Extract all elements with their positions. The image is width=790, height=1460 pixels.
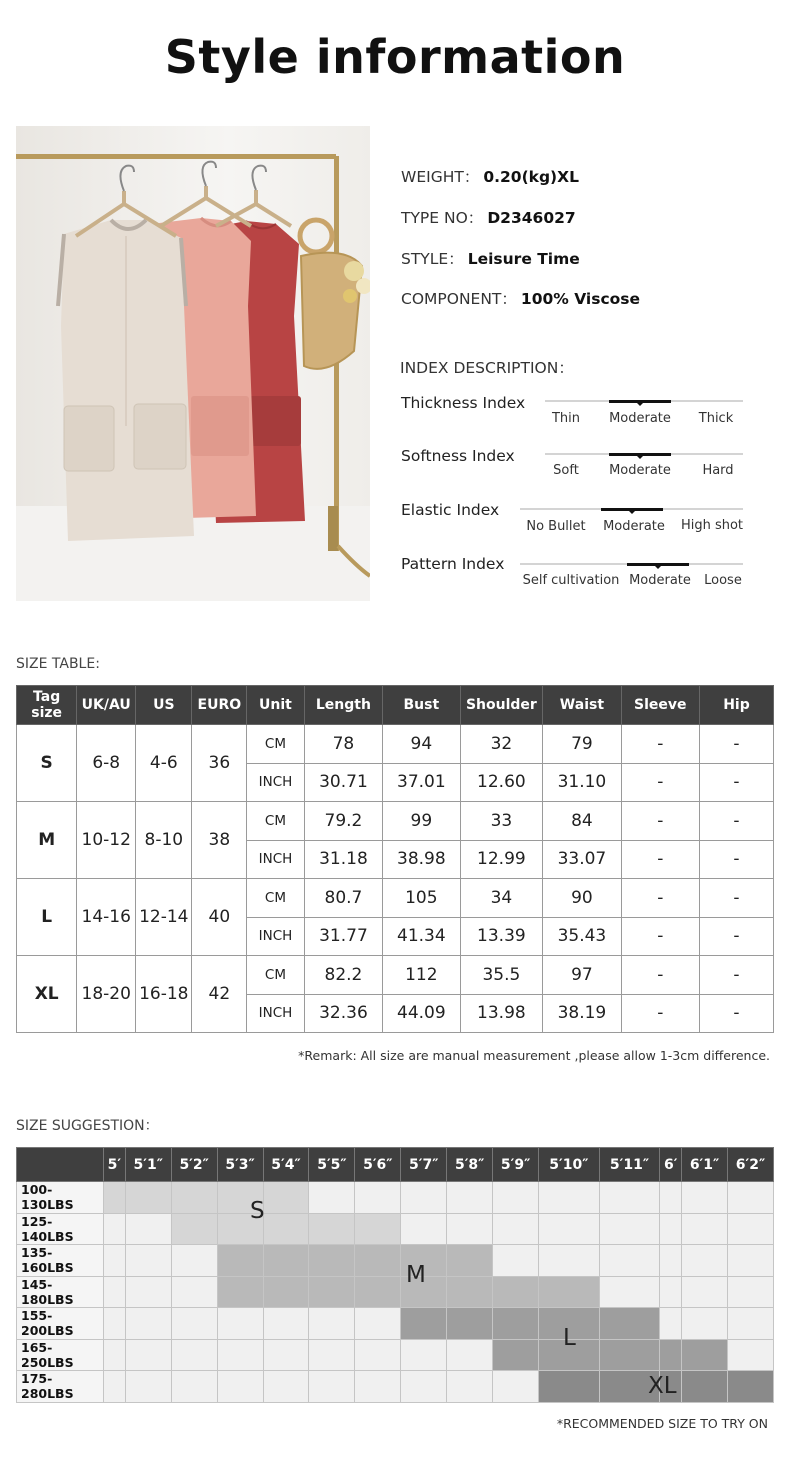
size-tag: L [17,879,77,956]
size-cell-m [355,1276,401,1308]
size-cell-s [104,1182,126,1214]
sleeve-cell: - [621,725,699,764]
size-cell-l [493,1308,539,1340]
hip-cell: - [700,994,774,1033]
waist-cell: 97 [543,956,621,995]
empty-cell [493,1371,539,1403]
zone-label-m: M [406,1262,426,1288]
empty-cell [660,1182,682,1214]
empty-cell [125,1245,171,1277]
header-cell: Waist [543,686,621,725]
euro-size: 36 [192,725,247,802]
bust-cell: 112 [383,956,460,995]
weight-label: 100-130LBS [17,1182,104,1214]
pattern-index-label: Pattern Index [401,555,505,573]
sleeve-cell: - [621,917,699,956]
unit-cell: INCH [247,994,304,1033]
header-cell: Bust [383,686,460,725]
empty-cell [171,1339,217,1371]
empty-cell [309,1308,355,1340]
weight-label: 165-250LBS [17,1339,104,1371]
thickness-option: Thin [551,411,581,426]
empty-cell [493,1182,539,1214]
empty-cell [447,1339,493,1371]
us-size: 16-18 [136,956,192,1033]
unit-cell: CM [247,725,304,764]
waist-cell: 79 [543,725,621,764]
height-header-cell: 5′8″ [447,1148,493,1182]
shoulder-cell: 12.60 [460,763,543,802]
style-info: STYLE： Leisure Time [401,250,580,268]
size-cell-m [309,1245,355,1277]
empty-cell [355,1308,401,1340]
empty-cell [728,1276,774,1308]
shoulder-cell: 32 [460,725,543,764]
zone-label-s: S [250,1198,265,1224]
empty-cell [660,1308,682,1340]
weight-row [17,1339,774,1371]
empty-cell [355,1182,401,1214]
size-cell-m [309,1276,355,1308]
empty-cell [599,1245,660,1277]
header-cell: Tag size [17,686,77,725]
empty-cell [217,1371,263,1403]
empty-cell [104,1308,126,1340]
height-header-cell: 6′ [660,1148,682,1182]
softness-marker [609,453,671,456]
hip-cell: - [700,917,774,956]
size-cell-s [263,1213,309,1245]
shoulder-cell: 33 [460,802,543,841]
length-cell: 78 [304,725,382,764]
empty-cell [104,1371,126,1403]
rack-bar [16,154,336,159]
weight-label: 175-280LBS [17,1371,104,1403]
elastic-option: Moderate [603,519,665,534]
empty-cell [355,1371,401,1403]
waist-cell: 31.10 [543,763,621,802]
length-cell: 79.2 [304,802,382,841]
empty-cell [493,1213,539,1245]
empty-cell [447,1182,493,1214]
softness-option: Hard [702,463,734,478]
empty-cell [682,1245,728,1277]
empty-cell [728,1213,774,1245]
unit-cell: INCH [247,763,304,802]
elastic-option: No Bullet [526,519,586,534]
uk-size: 18-20 [77,956,136,1033]
size-cell-l [401,1308,447,1340]
height-header-cell: 5′2″ [171,1148,217,1182]
sleeve-cell: - [621,802,699,841]
bust-cell: 99 [383,802,460,841]
height-header-cell: 5′4″ [263,1148,309,1182]
length-cell: 82.2 [304,956,382,995]
size-cell-s [171,1213,217,1245]
empty-cell [401,1182,447,1214]
softness-index-label: Softness Index [401,447,515,465]
waist-cell: 35.43 [543,917,621,956]
empty-cell [104,1339,126,1371]
empty-cell [125,1339,171,1371]
empty-cell [599,1276,660,1308]
header-cell: US [136,686,192,725]
pattern-marker [627,563,689,566]
size-cell-m [539,1276,600,1308]
empty-cell [263,1371,309,1403]
empty-cell [447,1371,493,1403]
sleeve-cell: - [621,763,699,802]
elastic-index-label: Elastic Index [401,501,500,519]
size-cell-l [447,1308,493,1340]
hip-cell: - [700,725,774,764]
header-cell: Length [304,686,382,725]
softness-option: Moderate [609,463,671,478]
length-cell: 80.7 [304,879,382,918]
empty-cell [104,1276,126,1308]
elastic-marker [601,508,663,511]
empty-cell [309,1339,355,1371]
header-cell: Unit [247,686,304,725]
bust-cell: 41.34 [383,917,460,956]
pattern-option: Loose [704,573,742,588]
empty-cell [125,1213,171,1245]
weight-row [17,1182,774,1214]
size-table [16,685,774,1033]
size-cell-m [217,1245,263,1277]
shoulder-cell: 13.39 [460,917,543,956]
table-row [17,725,774,764]
index-description-heading: INDEX DESCRIPTION： [400,359,574,377]
size-suggestion-heading: SIZE SUGGESTION： [16,1118,159,1134]
height-header-cell: 6′1″ [682,1148,728,1182]
sleeve-cell: - [621,994,699,1033]
height-header-cell: 5′10″ [539,1148,600,1182]
size-cell-l [599,1308,660,1340]
empty-cell [539,1182,600,1214]
weight-info: WEIGHT： 0.20(kg)XL [401,168,579,186]
thickness-marker [609,400,671,403]
weight-label: 125-140LBS [17,1213,104,1245]
page-title: Style information [164,30,626,84]
shoulder-cell: 13.98 [460,994,543,1033]
length-cell: 31.18 [304,840,382,879]
size-cell-m [493,1276,539,1308]
shoulder-cell: 12.99 [460,840,543,879]
size-cell-s [355,1213,401,1245]
sleeve-cell: - [621,956,699,995]
empty-cell [125,1276,171,1308]
table-row [17,802,774,841]
pattern-option: Self cultivation [522,573,620,588]
zone-label-l: L [563,1325,576,1351]
height-header-cell: 5′11″ [599,1148,660,1182]
weight-row [17,1276,774,1308]
size-tag: S [17,725,77,802]
weight-label: 135-160LBS [17,1245,104,1277]
unit-cell: INCH [247,840,304,879]
empty-cell [104,1245,126,1277]
empty-cell [217,1339,263,1371]
hip-cell: - [700,879,774,918]
weight-row [17,1308,774,1340]
empty-cell [682,1213,728,1245]
header-cell: UK/AU [77,686,136,725]
shoulder-cell: 34 [460,879,543,918]
empty-cell [682,1182,728,1214]
empty-cell [171,1371,217,1403]
empty-cell [682,1308,728,1340]
weight-row [17,1213,774,1245]
size-cell-xl [539,1371,600,1403]
height-header-cell: 5′7″ [401,1148,447,1182]
size-cell-s [309,1213,355,1245]
hip-cell: - [700,763,774,802]
size-cell-l [660,1339,682,1371]
empty-cell [728,1245,774,1277]
component-info: COMPONENT： 100% Viscose [401,290,641,308]
empty-cell [660,1213,682,1245]
empty-cell [355,1339,401,1371]
recommend-note: *RECOMMENDED SIZE TO TRY ON [556,1416,768,1431]
empty-cell [217,1308,263,1340]
header-cell: EURO [192,686,247,725]
height-header-cell: 5′1″ [125,1148,171,1182]
table-row [17,879,774,918]
unit-cell: CM [247,879,304,918]
height-header-cell: 5′ [104,1148,126,1182]
length-cell: 30.71 [304,763,382,802]
empty-cell [660,1276,682,1308]
size-cell-s [125,1182,171,1214]
header-cell: Hip [700,686,774,725]
size-table-heading: SIZE TABLE: [16,656,100,672]
uk-size: 6-8 [77,725,136,802]
bust-cell: 94 [383,725,460,764]
weight-row [17,1245,774,1277]
product-photo [16,126,370,601]
softness-option: Soft [553,463,579,478]
empty-cell [171,1276,217,1308]
empty-cell [660,1245,682,1277]
size-cell-l [682,1339,728,1371]
height-header-cell: 6′2″ [728,1148,774,1182]
hip-cell: - [700,840,774,879]
size-tag: M [17,802,77,879]
size-cell-l [493,1339,539,1371]
size-cell-m [263,1245,309,1277]
bust-cell: 105 [383,879,460,918]
size-cell-s [263,1182,309,1214]
waist-cell: 33.07 [543,840,621,879]
uk-size: 10-12 [77,802,136,879]
table-row [17,956,774,995]
empty-cell [599,1182,660,1214]
waist-cell: 38.19 [543,994,621,1033]
empty-cell [401,1213,447,1245]
uk-size: 14-16 [77,879,136,956]
euro-size: 40 [192,879,247,956]
size-suggestion-grid [16,1147,774,1403]
header-cell: Shoulder [460,686,543,725]
size-table-header [17,686,774,725]
empty-cell [104,1213,126,1245]
height-header-cell: 5′3″ [217,1148,263,1182]
sleeve-cell: - [621,840,699,879]
pattern-option: Moderate [629,573,691,588]
size-cell-m [217,1276,263,1308]
size-cell-l [599,1339,660,1371]
thickness-option: Moderate [609,411,671,426]
height-header-cell: 5′5″ [309,1148,355,1182]
empty-cell [447,1213,493,1245]
type-info: TYPE NO： D2346027 [401,209,576,227]
empty-cell [728,1339,774,1371]
weight-label: 145-180LBS [17,1276,104,1308]
height-header-row [17,1148,774,1182]
empty-cell [401,1339,447,1371]
unit-cell: INCH [247,917,304,956]
empty-cell [682,1276,728,1308]
size-cell-xl [682,1371,728,1403]
unit-cell: CM [247,956,304,995]
unit-cell: CM [247,802,304,841]
us-size: 8-10 [136,802,192,879]
empty-cell [263,1308,309,1340]
size-cell-m [447,1276,493,1308]
weight-label: 155-200LBS [17,1308,104,1340]
empty-cell [125,1371,171,1403]
empty-cell [401,1371,447,1403]
measurement-remark: *Remark: All size are manual measurement ,please allow 1-3cm difference. [298,1048,770,1063]
empty-cell [728,1182,774,1214]
bust-cell: 44.09 [383,994,460,1033]
empty-cell [309,1371,355,1403]
us-size: 12-14 [136,879,192,956]
empty-cell [309,1182,355,1214]
shoulder-cell: 35.5 [460,956,543,995]
bust-cell: 37.01 [383,763,460,802]
thickness-option: Thick [698,411,734,426]
euro-size: 42 [192,956,247,1033]
hip-cell: - [700,956,774,995]
hip-cell: - [700,802,774,841]
empty-cell [728,1308,774,1340]
size-cell-m [263,1276,309,1308]
length-cell: 32.36 [304,994,382,1033]
euro-size: 38 [192,802,247,879]
waist-cell: 84 [543,802,621,841]
empty-cell [171,1308,217,1340]
sleeve-cell: - [621,879,699,918]
size-cell-s [171,1182,217,1214]
empty-cell [171,1245,217,1277]
length-cell: 31.77 [304,917,382,956]
empty-cell [493,1245,539,1277]
height-header-cell: 5′6″ [355,1148,401,1182]
height-header-cell: 5′9″ [493,1148,539,1182]
empty-cell [539,1213,600,1245]
bust-cell: 38.98 [383,840,460,879]
size-cell-m [447,1245,493,1277]
empty-cell [539,1245,600,1277]
zone-label-xl: XL [648,1373,677,1399]
empty-cell [125,1308,171,1340]
waist-cell: 90 [543,879,621,918]
elastic-option: High shot [680,518,744,533]
empty-cell [263,1339,309,1371]
garment-illustration [16,126,370,601]
size-cell-xl [728,1371,774,1403]
empty-cell [599,1213,660,1245]
size-tag: XL [17,956,77,1033]
thickness-index-label: Thickness Index [401,394,526,412]
size-cell-m [355,1245,401,1277]
us-size: 4-6 [136,725,192,802]
header-cell: Sleeve [621,686,699,725]
garment-beige [61,220,194,541]
corner-cell [17,1148,104,1182]
